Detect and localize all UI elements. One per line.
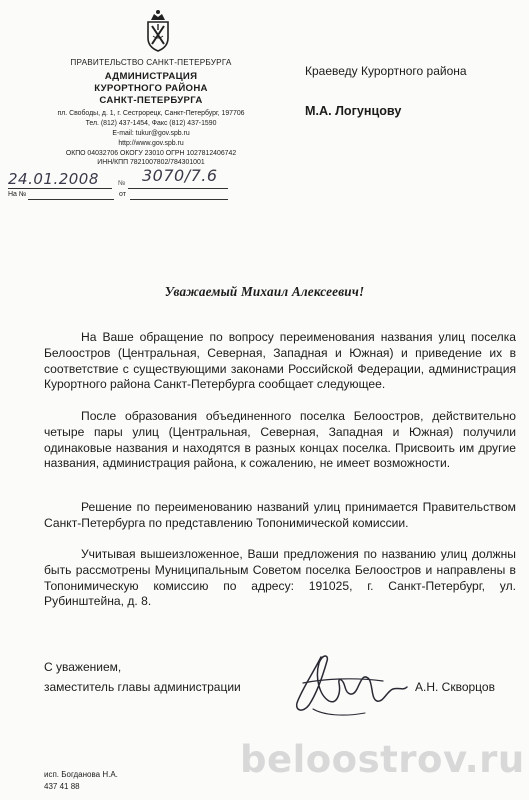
letter-paragraph-2: После образования объединенного поселка Белоостров, действительно четыре пары улиц (Центральная, Северная, Западная и Южная) получили одинаковые названия и находятся в разных концах поселка. Присвоить им другие названия, администрация района, к сожалению, не имеет возможности.: [44, 409, 516, 471]
executor-phone: 437 41 88: [44, 782, 80, 791]
executor-name: исп. Богданова Н.А.: [44, 770, 118, 779]
addressee-title: Краеведу Курортного района: [305, 64, 467, 78]
addressee-name: М.А. Логунцову: [305, 104, 402, 118]
closing-regards: С уважением,: [44, 660, 122, 674]
site-watermark: beloostrov.ru: [240, 738, 525, 781]
signer-name: А.Н. Скворцов: [415, 680, 495, 694]
closing-position: заместитель главы администрации: [44, 680, 241, 694]
registration-date: 24.01.2008: [8, 170, 99, 188]
letter-paragraph-3: Решение по переименованию названий улиц принимается Правительством Санкт-Петербурга по представлению Топонимической комиссии.: [44, 500, 516, 530]
sender-email: E-mail: tukur@gov.spb.ru: [112, 130, 190, 137]
sender-codes-inn: ИНН/КПП 7821007802/784301001: [97, 159, 205, 166]
sender-phone: Тел. (812) 437-1454, Факс (812) 437-1590: [85, 120, 217, 127]
sender-admin-line3: САНКТ-ПЕТЕРБУРГА: [99, 95, 203, 106]
letter-greeting: Уважаемый Михаил Алексеевич!: [164, 284, 365, 299]
reference-number-rule: [28, 199, 114, 200]
handwritten-signature: [283, 643, 415, 723]
registration-number-rule: [128, 188, 228, 189]
sender-admin-line2: КУРОРТНОГО РАЙОНА: [94, 83, 208, 94]
reference-from-rule: [130, 199, 228, 200]
letter-paragraph-4: Учитывая вышеизложенное, Ваши предложения по названию улиц должны быть рассмотрены Муниципальным Советом поселка Белоостров и направлены в Топонимическую комиссию по адресу: 191025, г. Санкт-Петербург, ул. Рубинштейна, д. 8.: [44, 547, 516, 609]
registration-date-rule: [8, 188, 112, 189]
registration-number-label: №: [118, 180, 126, 187]
sender-admin-line1: АДМИНИСТРАЦИЯ: [104, 71, 198, 82]
coat-of-arms-emblem: [141, 6, 175, 54]
reference-number-label: На №: [8, 191, 27, 198]
reference-from-label: от: [119, 191, 126, 198]
sender-address: пл. Свободы, д. 1, г. Сестрорецк, Санкт-Петербург, 197706: [57, 110, 245, 117]
registration-number: 3070/7.6: [142, 166, 218, 185]
sender-codes-ogrn: ОКПО 04032706 ОКОГУ 23010 ОГРН 1027812406742: [65, 150, 237, 157]
letter-paragraph-1: На Ваше обращение по вопросу переименования названия улиц поселка Белоостров (Центральная, Северная, Западная и Южная) и приведение их в соответствие с существующими законами Российской Федерации, администрация Курортного района Санкт-Петербурга сообщает следующее.: [44, 330, 516, 392]
sender-government: ПРАВИТЕЛЬСТВО САНКТ-ПЕТЕРБУРГА: [70, 58, 232, 67]
sender-website: http://www.gov.spb.ru: [118, 140, 184, 147]
